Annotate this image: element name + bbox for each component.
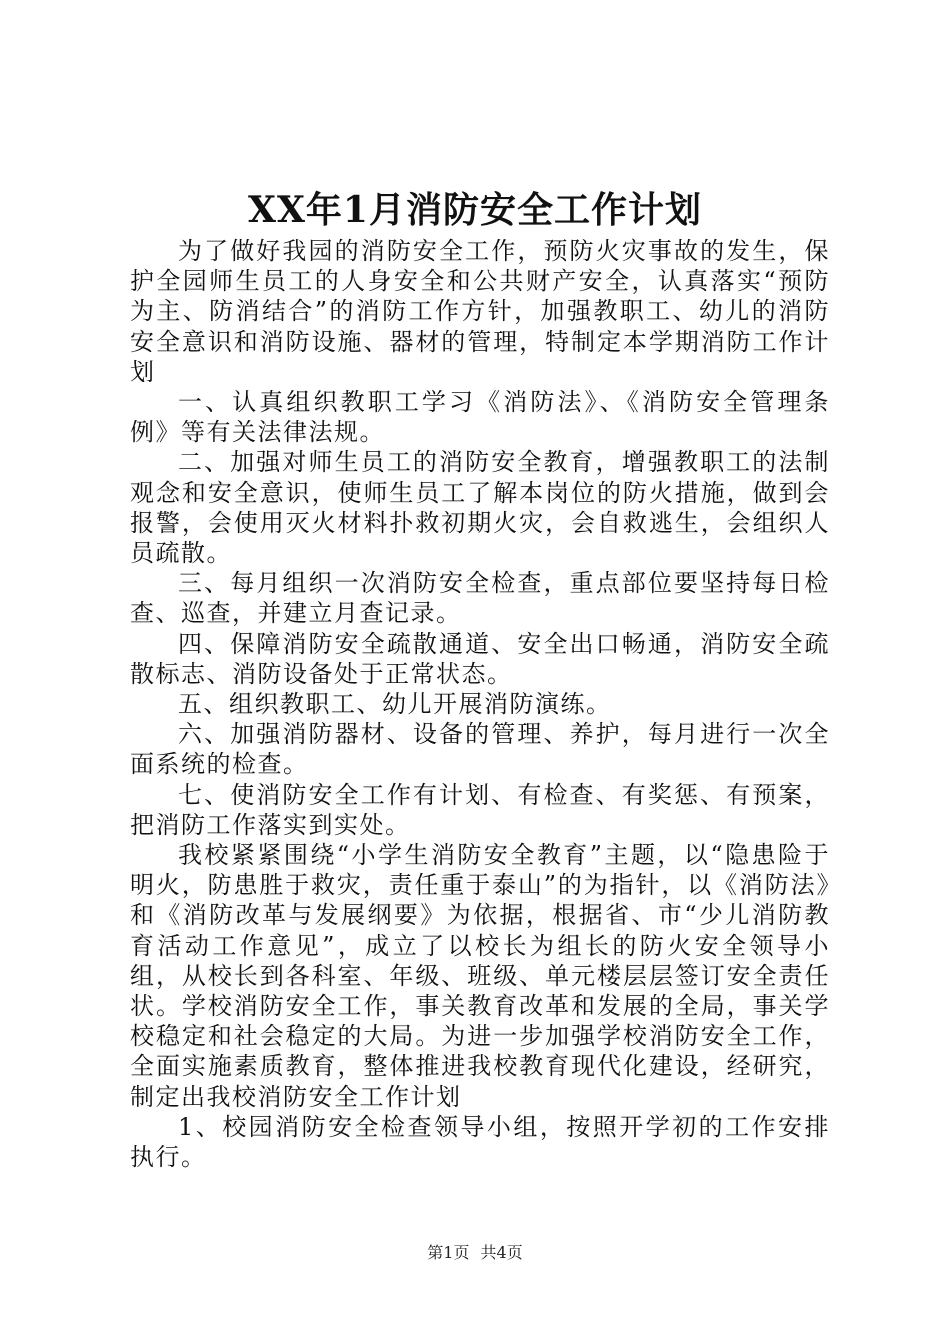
paragraph-item-1: 一、认真组织教职工学习《消防法》、《消防安全管理条例》等有关法律法规。 — [130, 388, 830, 447]
paragraph-item-7: 七、使消防安全工作有计划、有检查、有奖惩、有预案，把消防工作落实到实处。 — [130, 780, 830, 839]
document-body — [130, 236, 830, 1172]
page-total: 共4页 — [480, 1243, 523, 1262]
document-title: XX年1月消防安全工作计划 — [248, 189, 702, 231]
paragraph-item-5: 五、组织教职工、幼儿开展消防演练。 — [178, 690, 612, 719]
page-footer — [0, 1242, 950, 1264]
paragraph-item-3: 三、每月组织一次消防安全检查，重点部位要坚持每日检查、巡查，并建立月查记录。 — [130, 569, 830, 628]
paragraph-school-plan: 我校紧紧围绕“小学生消防安全教育”主题，以“隐患险于明火，防患胜于救灾，责任重于泰山”的为指针，以《消防法》和《消防改革与发展纲要》为依据，根据省、市“少儿消防教育活动工作意见”，成立了以校长为组长的防火安全领导小组，从校长到各科室、年级、班级、单元楼层层签订安全责任状。学校消防安全工作，事关教育改革和发展的全局，事关学校稳定和社会稳定的大局。为进一步加强学校消防安全工作，全面实施素质教育，整体推进我校教育现代化建设，经研究，制定出我校消防安全工作计划 — [130, 841, 830, 1111]
paragraph-item-2: 二、加强对师生员工的消防安全教育，增强教职工的法制观念和安全意识，使师生员工了解本岗位的防火措施，做到会报警，会使用灭火材料扑救初期火灾，会自救逃生，会组织人员疏散。 — [130, 448, 830, 568]
paragraph-numbered-1: 1、校园消防安全检查领导小组，按照开学初的工作安排执行。 — [130, 1112, 830, 1172]
paragraph-intro: 为了做好我园的消防安全工作，预防火灾事故的发生，保护全园师生员工的人身安全和公共财产安全，认真落实“预防为主、防消结合”的消防工作方针，加强教职工、幼儿的消防安全意识和消防设施、器材的管理，特制定本学期消防工作计划 — [130, 237, 830, 386]
paragraph-item-4: 四、保障消防安全疏散通道、安全出口畅通，消防安全疏散标志、消防设备处于正常状态。 — [130, 629, 830, 688]
paragraph-item-6: 六、加强消防器材、设备的管理、养护，每月进行一次全面系统的检查。 — [130, 720, 830, 779]
page-number: 第1页 — [427, 1243, 470, 1262]
